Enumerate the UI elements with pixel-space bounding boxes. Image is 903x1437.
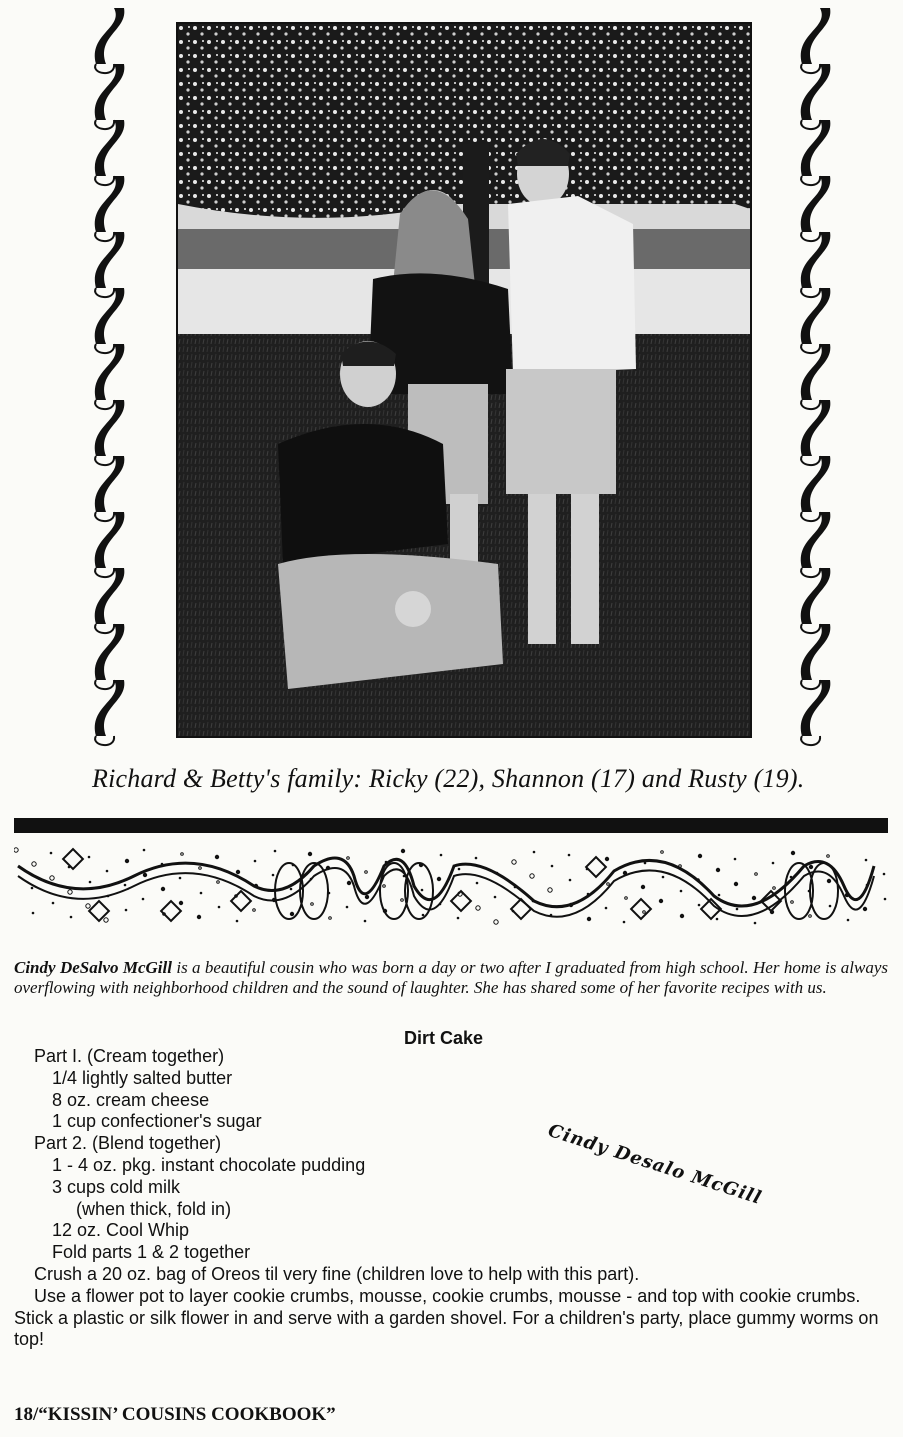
right-ribbon-border: [790, 8, 834, 750]
left-ribbon-border: [84, 8, 128, 750]
intro-text: is a beautiful cousin who was born a day or two after I graduated from high school. Her home is always overflowing with neighborhood children and the sound of laughter. She has shared some of her favorite recipes with us.: [14, 958, 888, 997]
recipe-line: 3 cups cold milk: [52, 1176, 181, 1197]
recipe-line: Use a flower pot to layer cookie crumbs, mousse, cookie crumbs, mousse - and top with cookie crumbs. Stick a plastic or silk flower in and serve with a garden shovel. For a children's party, place gummy worms on top!: [14, 1285, 879, 1350]
recipe-line: 8 oz. cream cheese: [52, 1089, 210, 1110]
recipe-line: Fold parts 1 & 2 together: [52, 1242, 251, 1263]
recipe-line: 1/4 lightly salted butter: [52, 1067, 233, 1088]
cousin-introduction: [14, 958, 888, 998]
section-divider: [14, 818, 888, 833]
recipe-line: Part 2. (Blend together): [34, 1133, 222, 1154]
decorative-ribbon-banner: [14, 846, 888, 928]
photo-caption: Richard & Betty's family: Ricky (22), Shannon (17) and Rusty (19).: [92, 764, 805, 793]
page-footer: 18/“KISSIN’ COUSINS COOKBOOK”: [14, 1404, 336, 1425]
recipe-line: 12 oz. Cool Whip: [52, 1220, 190, 1241]
recipe-body: [14, 1046, 894, 1351]
family-photo: [176, 22, 752, 738]
recipe-title: Dirt Cake: [404, 1028, 484, 1048]
handwritten-signature: Cindy Desalo McGill: [545, 1120, 765, 1209]
recipe-line: 1 - 4 oz. pkg. instant chocolate pudding: [52, 1154, 366, 1175]
recipe-line: Part I. (Cream together): [34, 1046, 225, 1066]
recipe-line: Crush a 20 oz. bag of Oreos til very fine (children love to help with this part).: [34, 1263, 640, 1284]
cousin-name: Cindy DeSalvo McGill: [14, 958, 172, 977]
recipe-line: (when thick, fold in): [76, 1198, 232, 1219]
recipe-line: 1 cup confectioner's sugar: [52, 1111, 262, 1132]
recipe-instructions: [14, 1286, 894, 1351]
